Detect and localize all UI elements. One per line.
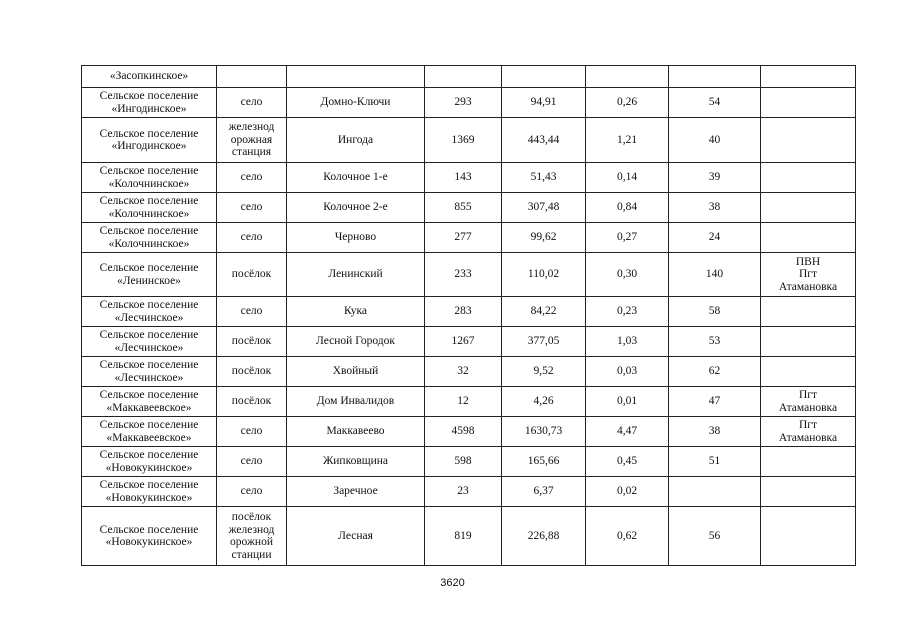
- cell-type: село: [217, 417, 287, 447]
- table-row: [82, 118, 856, 163]
- cell-settlement: Сельское поселение «Новокукинское»: [82, 507, 217, 566]
- cell-locality: Ленинский: [287, 253, 425, 297]
- table-row: [82, 297, 856, 327]
- cell-type: село: [217, 477, 287, 507]
- cell-type: село: [217, 223, 287, 253]
- cell-locality: Маккавеево: [287, 417, 425, 447]
- cell-settlement: Сельское поселение «Новокукинское»: [82, 477, 217, 507]
- cell-value-b: 0,14: [586, 163, 669, 193]
- cell-value-b: 1,03: [586, 327, 669, 357]
- table-row: [82, 253, 856, 297]
- cell-settlement: Сельское поселение «Маккавеевское»: [82, 387, 217, 417]
- cell-note: [761, 507, 856, 566]
- table-row: [82, 477, 856, 507]
- cell-value-a: 307,48: [502, 193, 586, 223]
- cell-note: [761, 447, 856, 477]
- cell-type: село: [217, 447, 287, 477]
- cell-type: посёлок: [217, 387, 287, 417]
- table-row: [82, 163, 856, 193]
- cell-type: село: [217, 88, 287, 118]
- cell-value-c: 24: [669, 223, 761, 253]
- page-number: 3620: [440, 577, 465, 589]
- cell-value-a: 443,44: [502, 118, 586, 163]
- cell-value-c: [669, 477, 761, 507]
- cell-value-c: 38: [669, 417, 761, 447]
- cell-value-a: 9,52: [502, 357, 586, 387]
- cell-settlement: Сельское поселение «Колочнинское»: [82, 163, 217, 193]
- cell-value-c: 58: [669, 297, 761, 327]
- cell-population: 23: [425, 477, 502, 507]
- cell-locality: Колочное 2-е: [287, 193, 425, 223]
- cell-locality: Ингода: [287, 118, 425, 163]
- cell-type: село: [217, 193, 287, 223]
- cell-settlement: Сельское поселение «Новокукинское»: [82, 447, 217, 477]
- cell-value-a: 51,43: [502, 163, 586, 193]
- cell-value-b: 4,47: [586, 417, 669, 447]
- cell-locality: Домно-Ключи: [287, 88, 425, 118]
- cell-population: 4598: [425, 417, 502, 447]
- cell-value-b: 0,84: [586, 193, 669, 223]
- table-body: [82, 66, 856, 566]
- cell-population: 819: [425, 507, 502, 566]
- cell-settlement: Сельское поселение «Ленинское»: [82, 253, 217, 297]
- cell-note: Пгт Атамановка: [761, 387, 856, 417]
- cell-value-c: 62: [669, 357, 761, 387]
- cell-locality: Хвойный: [287, 357, 425, 387]
- cell-population: 143: [425, 163, 502, 193]
- cell-settlement: Сельское поселение «Ингодинское»: [82, 118, 217, 163]
- cell-locality: Дом Инвалидов: [287, 387, 425, 417]
- cell-settlement: Сельское поселение «Ингодинское»: [82, 88, 217, 118]
- cell-value-a: 99,62: [502, 223, 586, 253]
- cell-settlement: Сельское поселение «Маккавеевское»: [82, 417, 217, 447]
- cell-value-c: 56: [669, 507, 761, 566]
- cell-note: [761, 88, 856, 118]
- cell-value-c: [669, 66, 761, 88]
- cell-settlement: Сельское поселение «Лесчинское»: [82, 297, 217, 327]
- cell-note: [761, 163, 856, 193]
- cell-settlement: «Засопкинское»: [82, 66, 217, 88]
- cell-value-b: [586, 66, 669, 88]
- cell-value-c: 38: [669, 193, 761, 223]
- cell-settlement: Сельское поселение «Колочнинское»: [82, 193, 217, 223]
- table-row: [82, 417, 856, 447]
- cell-value-b: 0,02: [586, 477, 669, 507]
- cell-value-c: 39: [669, 163, 761, 193]
- cell-type: посёлок железнод орожной станции: [217, 507, 287, 566]
- cell-population: 283: [425, 297, 502, 327]
- cell-type: посёлок: [217, 327, 287, 357]
- cell-population: [425, 66, 502, 88]
- table-row: [82, 223, 856, 253]
- cell-note: [761, 118, 856, 163]
- cell-locality: Колочное 1-е: [287, 163, 425, 193]
- cell-note: ПВН Пгт Атамановка: [761, 253, 856, 297]
- cell-value-a: 226,88: [502, 507, 586, 566]
- cell-population: 1267: [425, 327, 502, 357]
- cell-population: 1369: [425, 118, 502, 163]
- cell-note: [761, 66, 856, 88]
- cell-locality: [287, 66, 425, 88]
- cell-population: 233: [425, 253, 502, 297]
- cell-population: 32: [425, 357, 502, 387]
- cell-value-a: 6,37: [502, 477, 586, 507]
- cell-note: [761, 223, 856, 253]
- cell-note: [761, 297, 856, 327]
- cell-value-b: 0,01: [586, 387, 669, 417]
- cell-value-a: 94,91: [502, 88, 586, 118]
- cell-value-c: 140: [669, 253, 761, 297]
- table-row: [82, 507, 856, 566]
- cell-population: 293: [425, 88, 502, 118]
- settlements-table: [81, 65, 856, 566]
- table-row: [82, 66, 856, 88]
- cell-population: 12: [425, 387, 502, 417]
- cell-type: посёлок: [217, 357, 287, 387]
- cell-locality: Черново: [287, 223, 425, 253]
- cell-settlement: Сельское поселение «Лесчинское»: [82, 327, 217, 357]
- cell-type: посёлок: [217, 253, 287, 297]
- cell-value-a: [502, 66, 586, 88]
- cell-locality: Заречное: [287, 477, 425, 507]
- cell-value-b: 0,45: [586, 447, 669, 477]
- cell-value-c: 53: [669, 327, 761, 357]
- table-row: [82, 387, 856, 417]
- table-row: [82, 447, 856, 477]
- cell-value-b: 0,26: [586, 88, 669, 118]
- cell-population: 598: [425, 447, 502, 477]
- cell-value-b: 0,23: [586, 297, 669, 327]
- table-row: [82, 327, 856, 357]
- cell-value-a: 110,02: [502, 253, 586, 297]
- cell-value-a: 4,26: [502, 387, 586, 417]
- cell-value-a: 165,66: [502, 447, 586, 477]
- cell-value-b: 1,21: [586, 118, 669, 163]
- cell-note: [761, 477, 856, 507]
- cell-population: 855: [425, 193, 502, 223]
- cell-value-b: 0,30: [586, 253, 669, 297]
- cell-value-b: 0,03: [586, 357, 669, 387]
- cell-locality: Жипковщина: [287, 447, 425, 477]
- cell-value-a: 84,22: [502, 297, 586, 327]
- cell-settlement: Сельское поселение «Колочнинское»: [82, 223, 217, 253]
- cell-value-a: 377,05: [502, 327, 586, 357]
- cell-type: железнод орожная станция: [217, 118, 287, 163]
- cell-value-b: 0,27: [586, 223, 669, 253]
- cell-note: [761, 327, 856, 357]
- cell-population: 277: [425, 223, 502, 253]
- cell-type: [217, 66, 287, 88]
- cell-locality: Кука: [287, 297, 425, 327]
- cell-type: село: [217, 163, 287, 193]
- cell-value-b: 0,62: [586, 507, 669, 566]
- cell-value-c: 51: [669, 447, 761, 477]
- cell-note: Пгт Атамановка: [761, 417, 856, 447]
- cell-note: [761, 193, 856, 223]
- cell-value-c: 54: [669, 88, 761, 118]
- cell-note: [761, 357, 856, 387]
- cell-value-a: 1630,73: [502, 417, 586, 447]
- cell-settlement: Сельское поселение «Лесчинское»: [82, 357, 217, 387]
- cell-locality: Лесная: [287, 507, 425, 566]
- table-row: [82, 88, 856, 118]
- table-row: [82, 357, 856, 387]
- cell-value-c: 47: [669, 387, 761, 417]
- cell-value-c: 40: [669, 118, 761, 163]
- cell-locality: Лесной Городок: [287, 327, 425, 357]
- table-row: [82, 193, 856, 223]
- cell-type: село: [217, 297, 287, 327]
